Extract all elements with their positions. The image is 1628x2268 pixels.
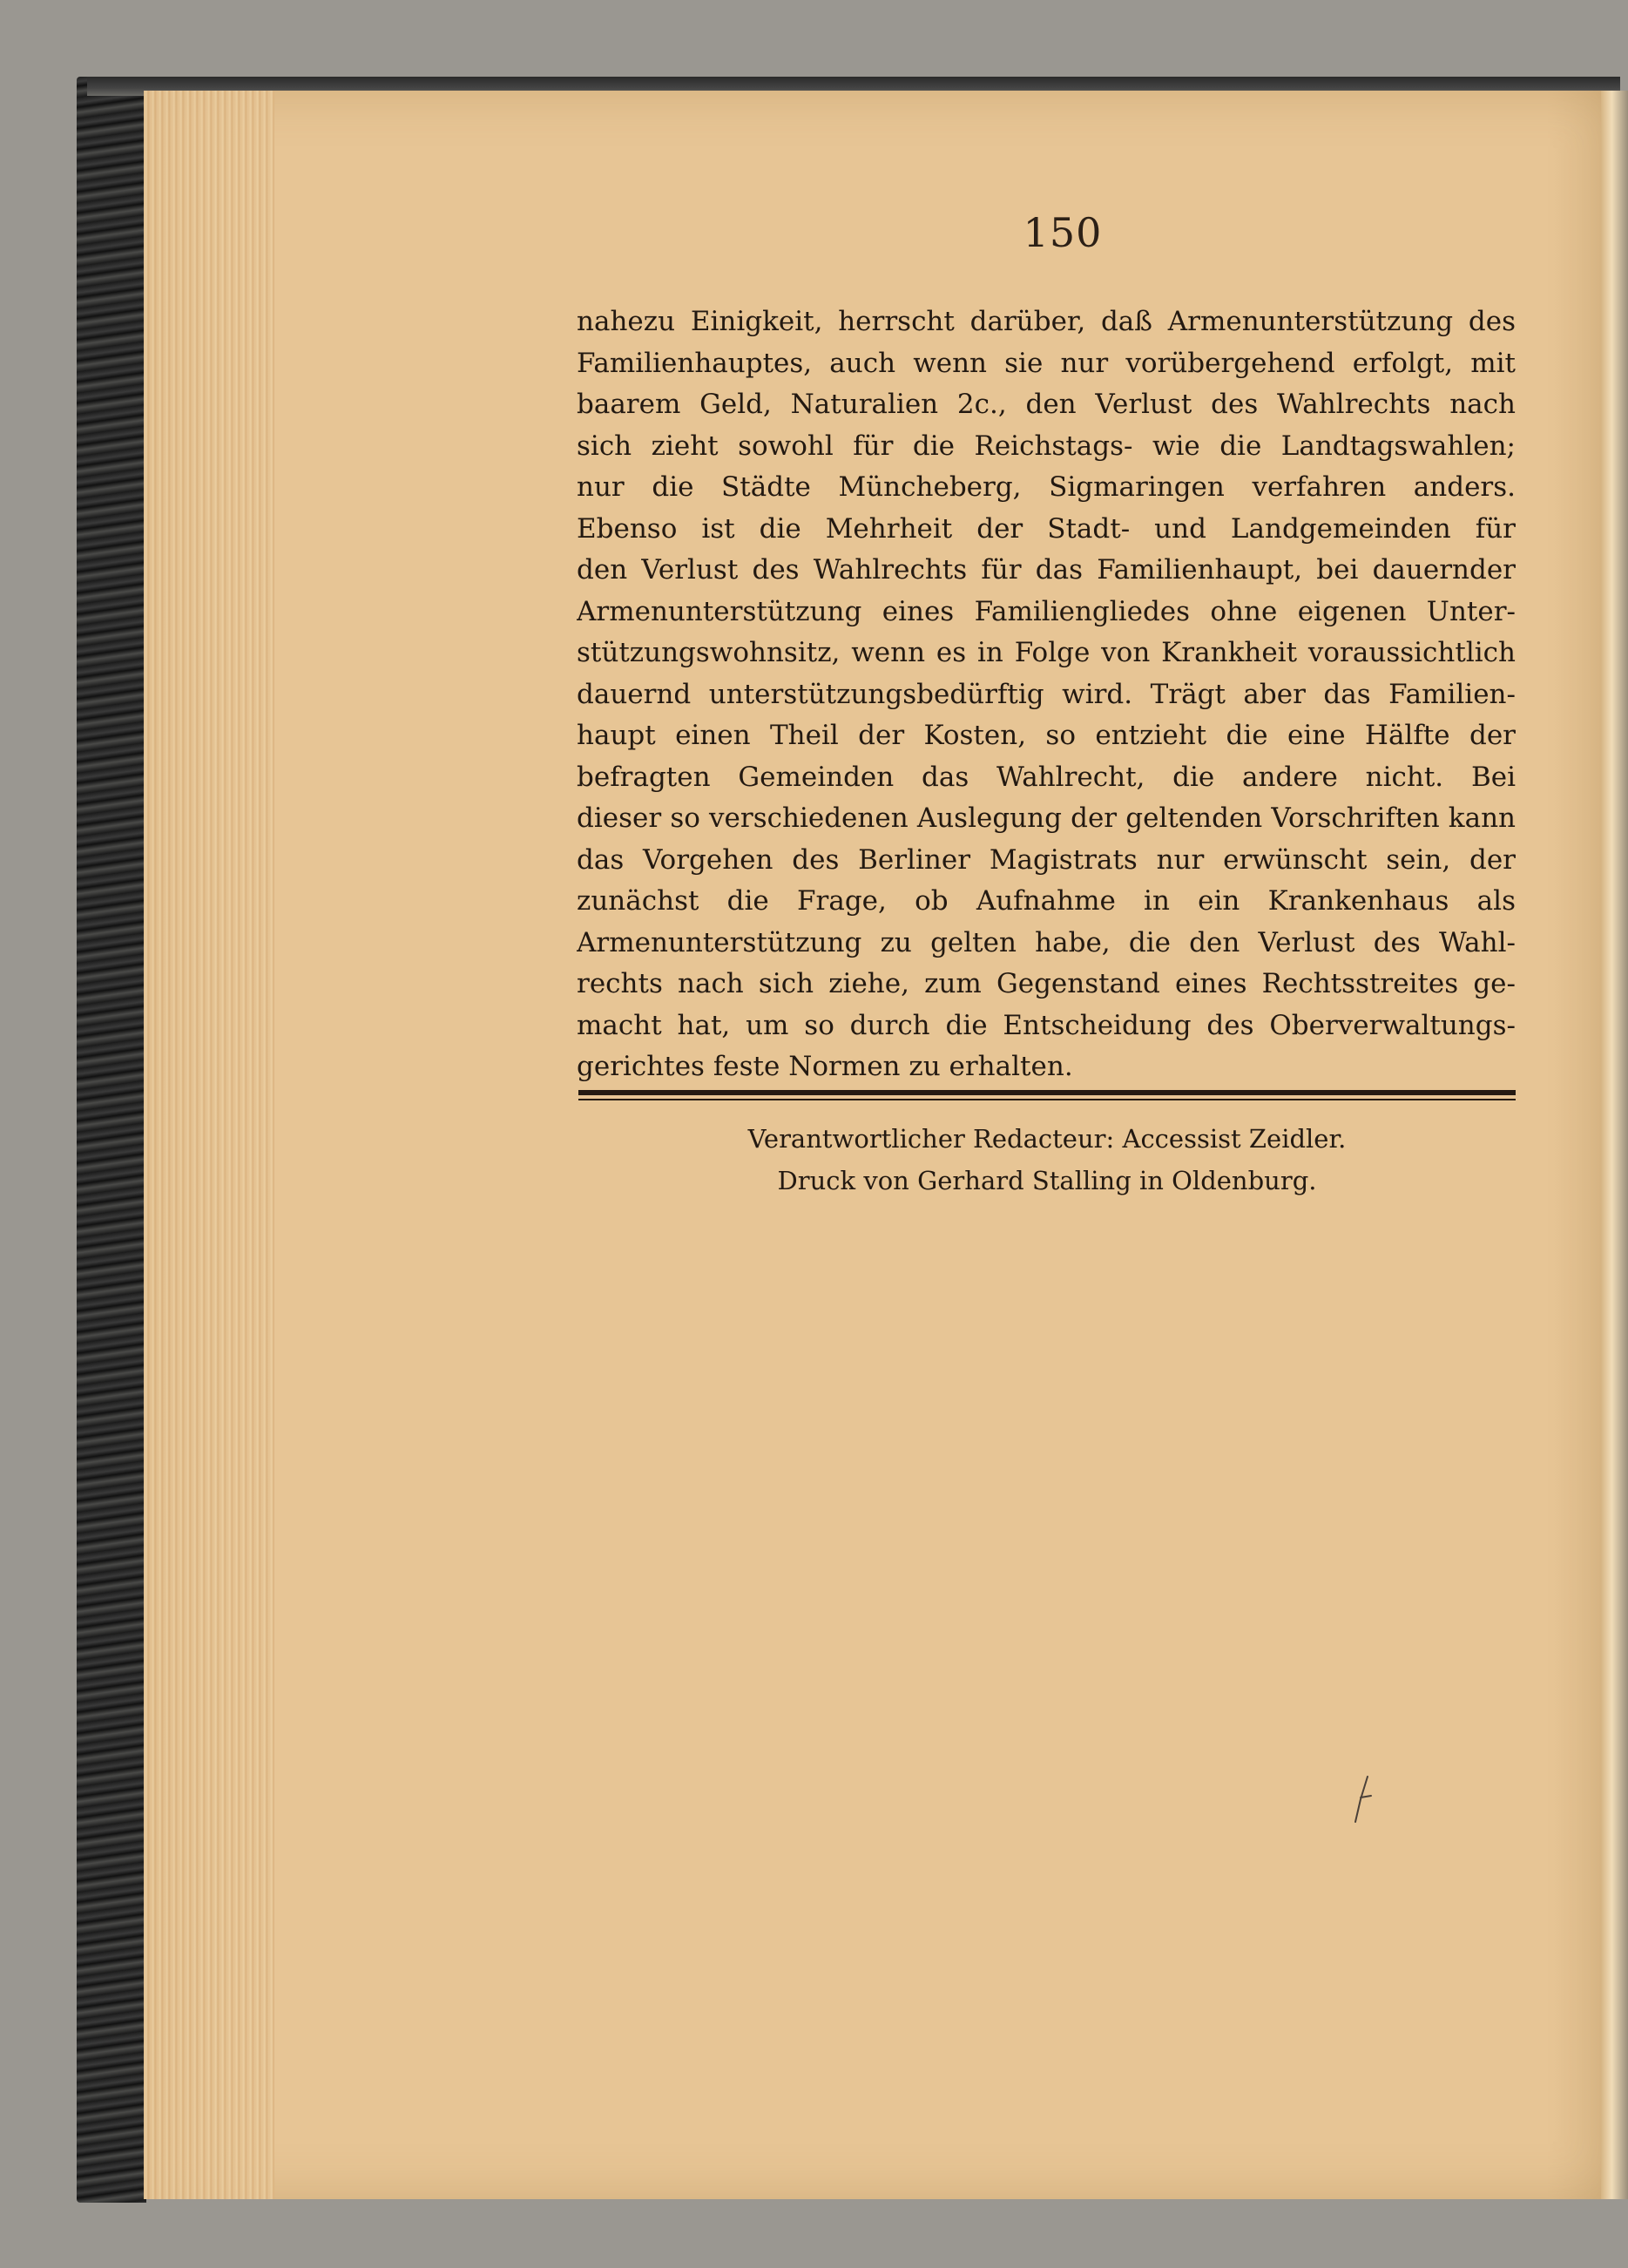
text-line: sich zieht sowohl für die Reichstags- wie die Landtagswahlen; [577, 430, 1516, 462]
text-line: das Vorgehen des Berliner Magistrats nur erwünscht sein, der [577, 843, 1516, 876]
text-line: haupt einen Theil der Kosten, so entzieht die eine Hälfte der [577, 720, 1516, 751]
separator-rule-thick [578, 1090, 1516, 1095]
text-line: nahezu Einigkeit, herrscht darüber, daß Armenunterstützung des [577, 306, 1516, 337]
text-line: rechts nach sich ziehe, zum Gegenstand eines Rechtsstreites ge- [577, 968, 1516, 999]
separator-rule-thin [578, 1099, 1516, 1100]
text-line: gerichtes feste Normen zu erhalten. [577, 1051, 1073, 1082]
text-line: stützungswohnsitz, wenn es in Folge von Krankheit voraussichtlich [577, 637, 1516, 668]
text-line: Ebenso ist die Mehrheit der Stadt- und Landgemeinden für [577, 512, 1516, 545]
text-line: Armenunterstützung eines Familiengliedes ohne eigenen Unter- [577, 595, 1516, 627]
text-line: befragten Gemeinden das Wahlrecht, die andere nicht. Bei [577, 761, 1516, 793]
text-line: den Verlust des Wahlrechts für das Familienhaupt, bei dauernder [577, 554, 1516, 586]
body-paragraph [577, 301, 1516, 1088]
text-line: dieser so verschiedenen Auslegung der geltenden Vorschriften kann [577, 802, 1516, 834]
text-line: Armenunterstützung zu gelten habe, die den Verlust des Wahl- [577, 926, 1516, 958]
text-line: nur die Städte Müncheberg, Sigmaringen verfahren anders. [577, 471, 1516, 503]
pencil-mark [1348, 1773, 1375, 1825]
imprint-editor: Verantwortlicher Redacteur: Accessist Zeidler. [747, 1124, 1347, 1154]
text-line: macht hat, um so durch die Entscheidung des Oberverwaltungs- [577, 1009, 1516, 1041]
text-line: baarem Geld, Naturalien 2c., den Verlust des Wahlrechts nach [577, 389, 1516, 420]
book-cover-board [77, 77, 146, 2203]
facing-page-edge [1601, 91, 1628, 2199]
page-edges [144, 91, 274, 2199]
imprint-printer: Druck von Gerhard Stalling in Oldenburg. [777, 1166, 1317, 1195]
text-line: dauernd unterstützungsbedürftig wird. Trägt aber das Familien- [577, 678, 1516, 710]
page-number: 150 [1023, 209, 1103, 256]
text-line: zunächst die Frage, ob Aufnahme in ein Krankenhaus als [577, 885, 1516, 917]
text-line: Familienhauptes, auch wenn sie nur vorübergehend erfolgt, mit [577, 347, 1516, 379]
